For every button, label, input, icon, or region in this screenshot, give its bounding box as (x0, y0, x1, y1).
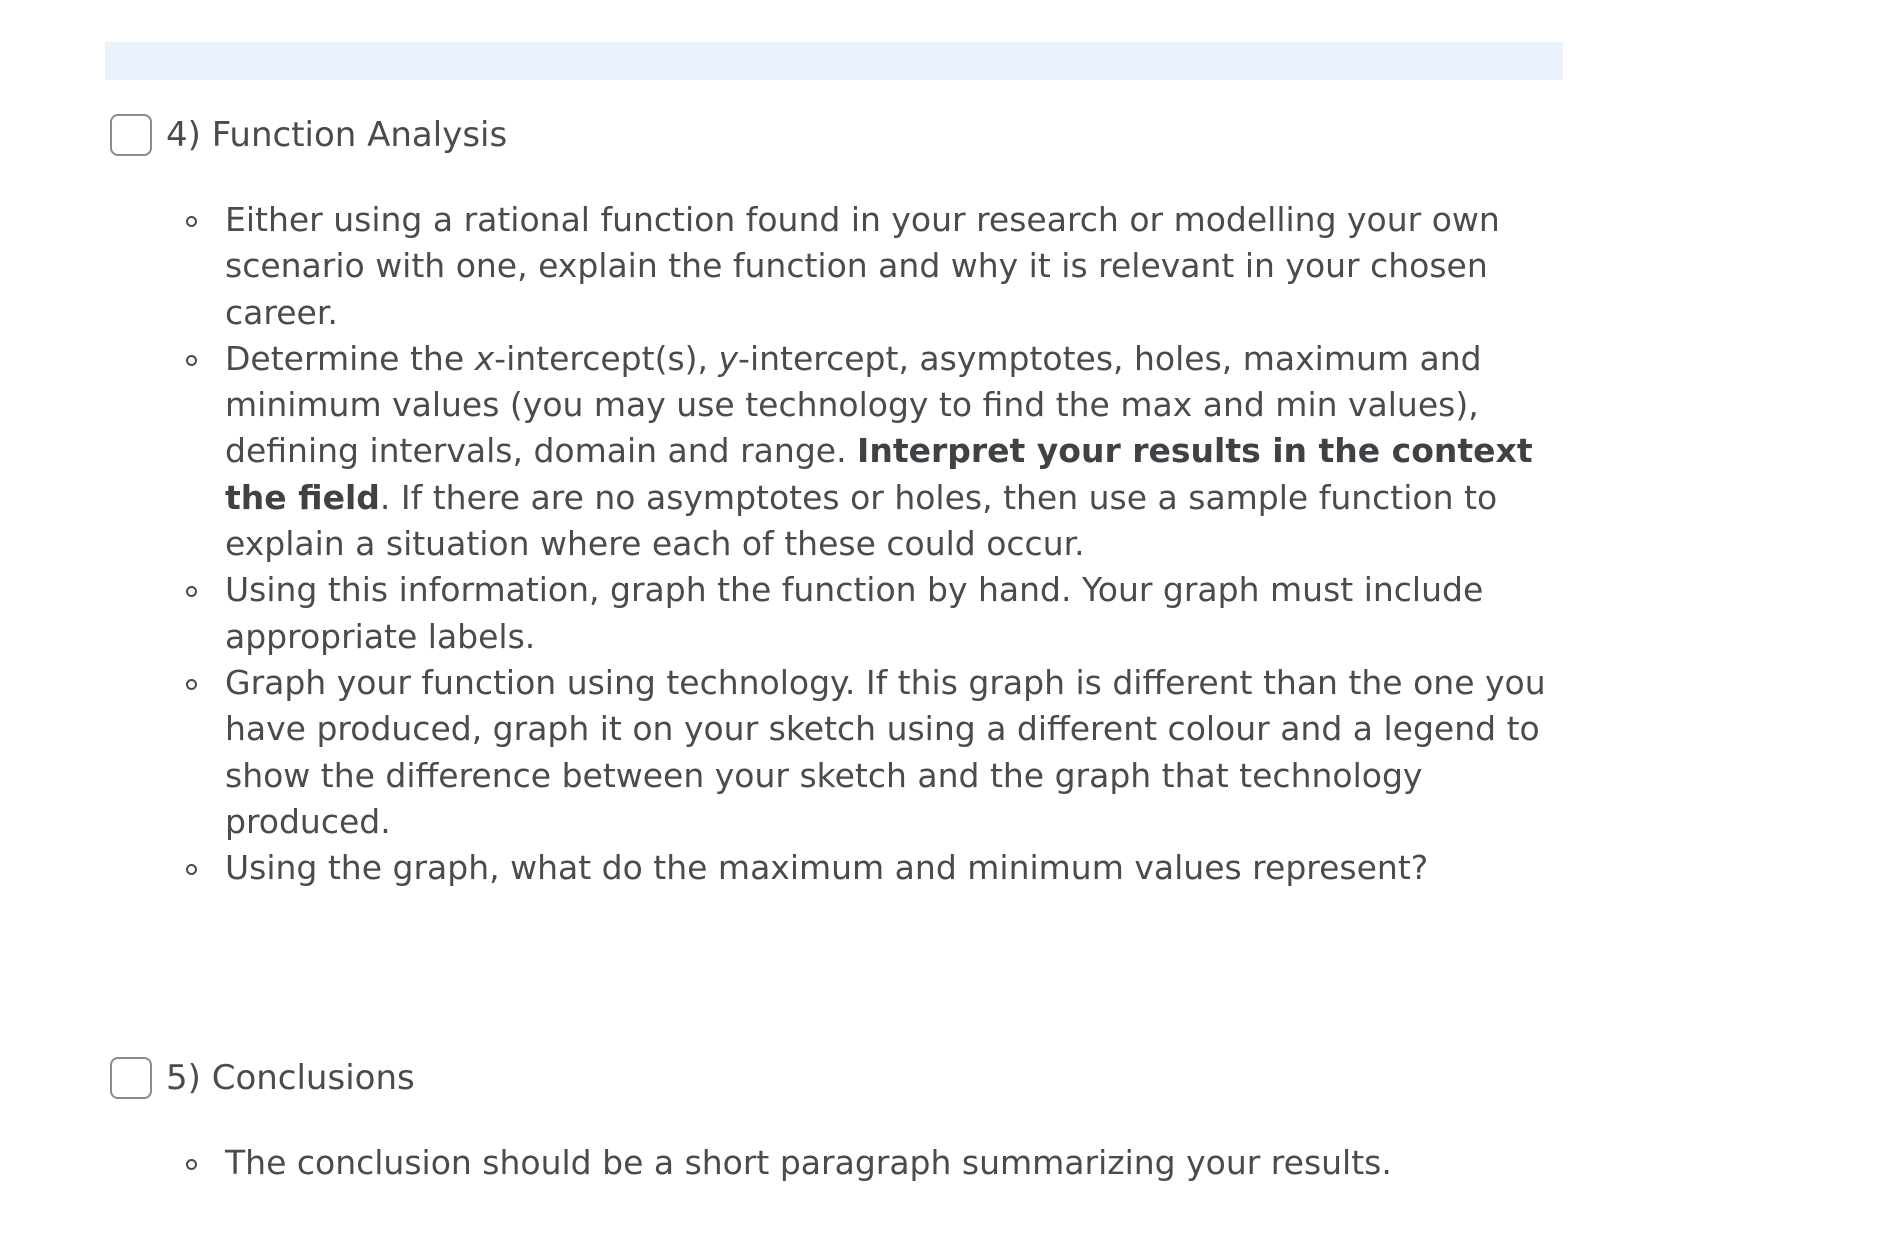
bullet-text: Either using a rational function found in your research or modelling your own scenario with one, explain the function and why it is relevant in your chosen career. (225, 200, 1500, 332)
hollow-bullet-icon (186, 1159, 197, 1170)
list-item (225, 336, 1560, 567)
hollow-bullet-icon (186, 355, 197, 366)
section-4-title: 4) Function Analysis (166, 115, 508, 155)
section-header (110, 1053, 1570, 1103)
hollow-bullet-icon (186, 216, 197, 227)
x-variable: x (474, 338, 495, 378)
bullet-text: Using the graph, what do the maximum and minimum values represent? (225, 848, 1429, 888)
section-4-bullet-list (225, 197, 1560, 891)
bold-instruction: Interpret your results in the context the field (225, 431, 1533, 517)
section-5-title: 5) Conclusions (166, 1058, 415, 1098)
section-function-analysis (110, 110, 1570, 160)
list-item (225, 567, 1560, 660)
bullet-text: Using this information, graph the function by hand. Your graph must include appropriate labels. (225, 570, 1484, 656)
y-variable: y (718, 338, 739, 378)
bullet-text: . If there are no asymptotes or holes, then use a sample function to explain a situation where each of these could occur. (225, 477, 1498, 564)
list-item (225, 197, 1560, 336)
bullet-text: -intercept(s), (494, 338, 719, 378)
hollow-bullet-icon (186, 586, 197, 597)
list-item (225, 845, 1560, 891)
top-highlight-band (105, 42, 1563, 80)
section-conclusions (110, 1053, 1570, 1103)
section-5-checkbox[interactable] (110, 1057, 152, 1099)
section-4-checkbox[interactable] (110, 114, 152, 156)
section-5-bullet-list (225, 1140, 1560, 1186)
bullet-text: Graph your function using technology. If this graph is different than the one you have produced, graph it on your sketch using a different colour and a legend to show the difference between your sketch and the graph that technology produced. (225, 662, 1546, 841)
bullet-text: The conclusion should be a short paragraph summarizing your results. (225, 1143, 1392, 1182)
bullet-text: Determine the (225, 338, 475, 378)
hollow-bullet-icon (186, 679, 197, 690)
hollow-bullet-icon (186, 864, 197, 875)
section-header (110, 110, 1570, 160)
list-item (225, 660, 1560, 845)
list-item (225, 1140, 1560, 1186)
bullet-text: -intercept, asymptotes, holes, maximum and minimum values (you may use technology to find the max and min values), defining intervals, domain and range. (225, 338, 1482, 471)
